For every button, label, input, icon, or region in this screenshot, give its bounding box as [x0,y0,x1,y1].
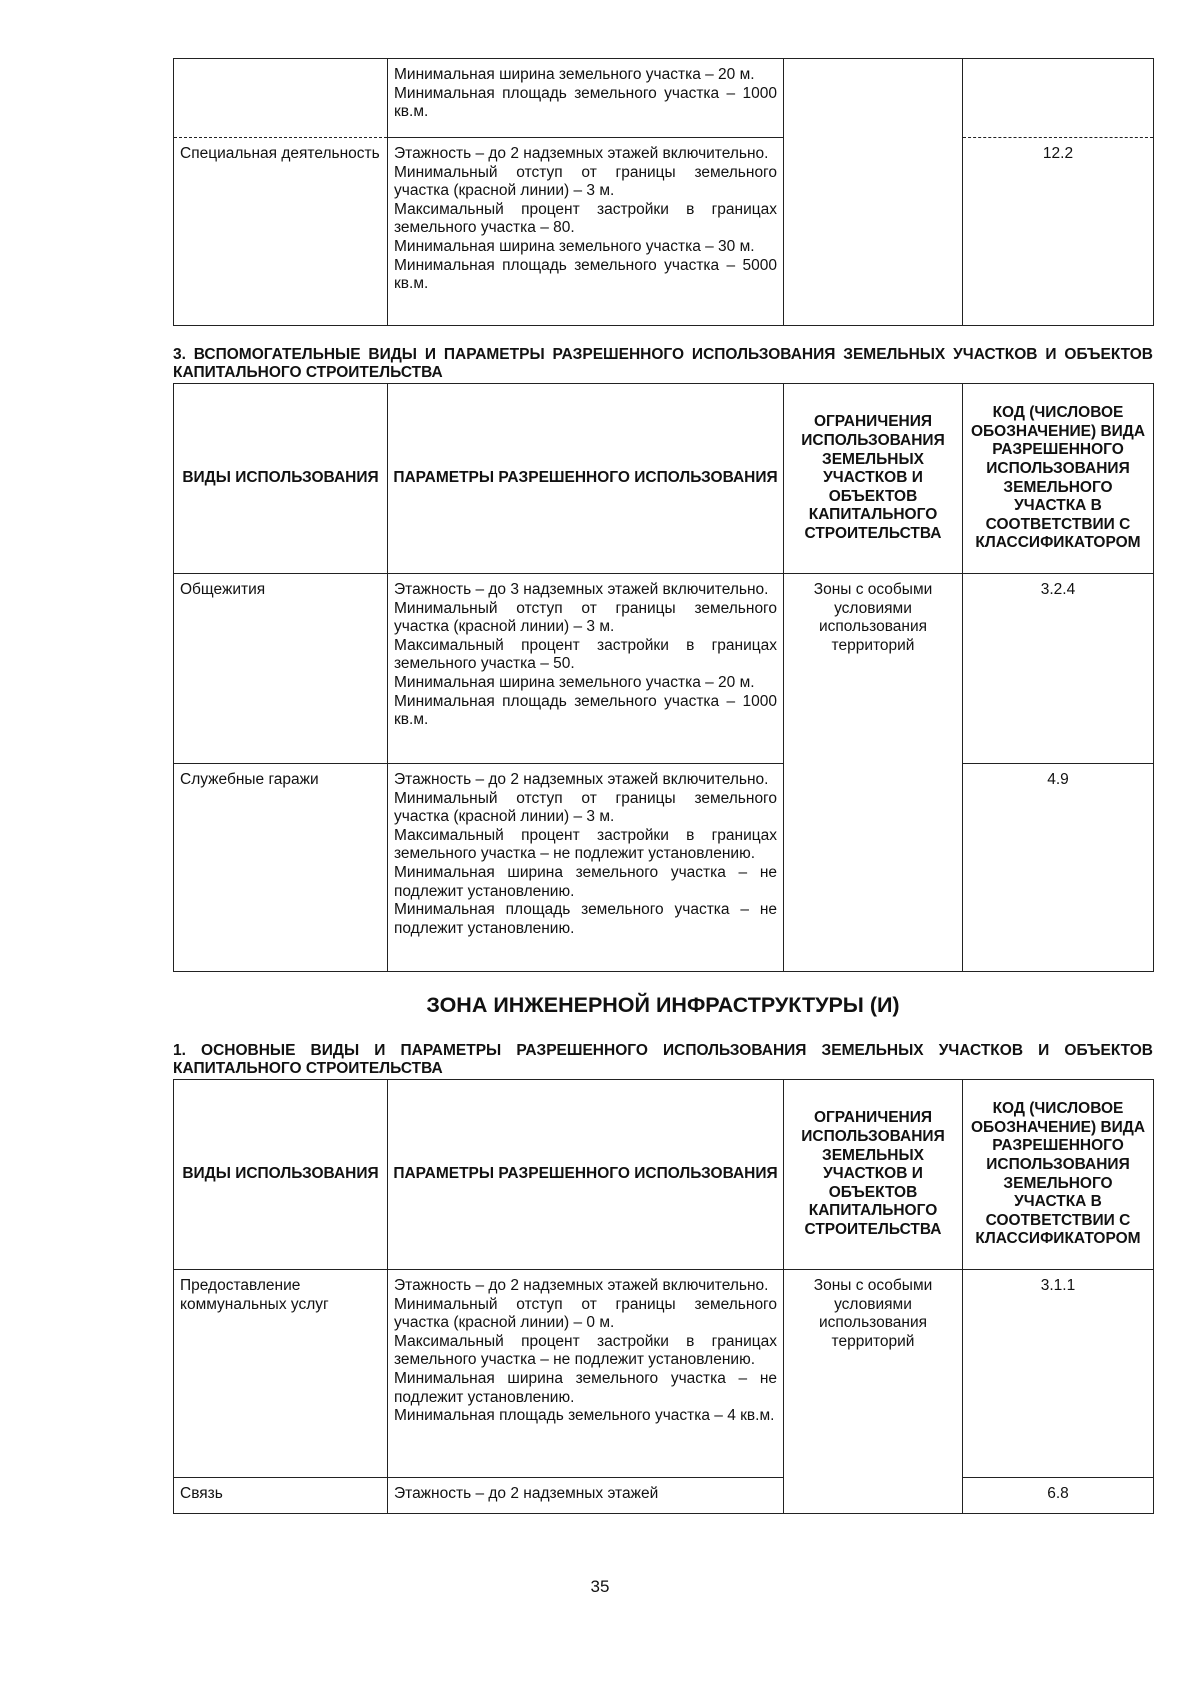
param-line: Минимальная площадь земельного участка – 1000 кв.м. [394,692,777,729]
params-cell [388,1270,784,1478]
header-params: ПАРАМЕТРЫ РАЗРЕШЕННОГО ИСПОЛЬЗОВАНИЯ [388,1080,784,1270]
header-limits: ОГРАНИЧЕНИЯ ИСПОЛЬЗОВАНИЯ ЗЕМЕЛЬНЫХ УЧАСТКОВ И ОБЪЕКТОВ КАПИТАЛЬНОГО СТРОИТЕЛЬСТВА [784,1080,963,1270]
header-code: КОД (ЧИСЛОВОЕ ОБОЗНАЧЕНИЕ) ВИДА РАЗРЕШЕННОГО ИСПОЛЬЗОВАНИЯ ЗЕМЕЛЬНОГО УЧАСТКА В СООТВЕТСТВИИ С КЛАССИФИКАТОРОМ [963,1080,1154,1270]
table-continuation [173,58,1154,326]
limits-cell [784,59,963,326]
table-row [174,764,1154,972]
params-cell [388,138,784,326]
header-limits: ОГРАНИЧЕНИЯ ИСПОЛЬЗОВАНИЯ ЗЕМЕЛЬНЫХ УЧАСТКОВ И ОБЪЕКТОВ КАПИТАЛЬНОГО СТРОИТЕЛЬСТВА [784,384,963,574]
header-params: ПАРАМЕТРЫ РАЗРЕШЕННОГО ИСПОЛЬЗОВАНИЯ [388,384,784,574]
params-cell [388,574,784,764]
param-line: Минимальный отступ от границы земельного участка (красной линии) – 3 м. [394,163,777,200]
params-cell [388,1478,784,1514]
param-line: Максимальный процент застройки в границах земельного участка – не подлежит установлению. [394,826,777,863]
table-row [174,574,1154,764]
param-line: Минимальная ширина земельного участка – 20 м. [394,66,755,83]
param-line: Максимальный процент застройки в границах земельного участка – 50. [394,636,777,673]
param-line: Этажность – до 3 надземных этажей включительно. [394,581,769,598]
code-cell: 3.1.1 [963,1270,1154,1478]
param-line: Этажность – до 2 надземных этажей включительно. [394,145,769,162]
param-line: Этажность – до 2 надземных этажей включительно. [394,1277,769,1294]
section-heading: 3. ВСПОМОГАТЕЛЬНЫЕ ВИДЫ И ПАРАМЕТРЫ РАЗРЕШЕННОГО ИСПОЛЬЗОВАНИЯ ЗЕМЕЛЬНЫХ УЧАСТКОВ И ОБЪЕКТОВ КАПИТАЛЬНОГО СТРОИТЕЛЬСТВА [173,346,1153,381]
params-cell [388,59,784,138]
table-header-row [174,384,1154,574]
param-line: Максимальный процент застройки в границах земельного участка – не подлежит установлению. [394,1332,777,1369]
code-cell: 6.8 [963,1478,1154,1514]
params-cell [388,764,784,972]
kind-cell [174,59,388,138]
header-kind: ВИДЫ ИСПОЛЬЗОВАНИЯ [174,1080,388,1270]
param-line: Минимальная площадь земельного участка – 5000 кв.м. [394,256,777,293]
code-cell: 12.2 [963,138,1154,326]
table-row [174,59,1154,138]
kind-cell: Общежития [174,574,388,764]
kind-cell: Связь [174,1478,388,1514]
param-line: Минимальная площадь земельного участка – 1000 кв.м. [394,84,777,121]
param-line: Минимальная ширина земельного участка – 30 м. [394,237,755,255]
table-row [174,1478,1154,1514]
kind-cell: Специальная деятельность [174,138,388,326]
page-number: 35 [590,1577,610,1596]
code-cell: 3.2.4 [963,574,1154,764]
zone-title: ЗОНА ИНЖЕНЕРНОЙ ИНФРАСТРУКТУРЫ (И) [426,993,900,1017]
table-main-uses [173,1079,1154,1514]
code-cell: 4.9 [963,764,1154,972]
param-line: Минимальная ширина земельного участка – 20 м. [394,673,755,691]
limits-cell: Зоны с особыми условиями использования территорий [784,1270,963,1514]
table-row [174,1270,1154,1478]
limits-cell: Зоны с особыми условиями использования территорий [784,574,963,972]
header-code: КОД (ЧИСЛОВОЕ ОБОЗНАЧЕНИЕ) ВИДА РАЗРЕШЕННОГО ИСПОЛЬЗОВАНИЯ ЗЕМЕЛЬНОГО УЧАСТКА В СООТВЕТСТВИИ С КЛАССИФИКАТОРОМ [963,384,1154,574]
param-line: Минимальная площадь земельного участка – не подлежит установлению. [394,901,777,937]
param-line: Минимальная ширина земельного участка – не подлежит установлению. [394,1369,777,1406]
param-line: Минимальная площадь земельного участка – 4 кв.м. [394,1407,775,1425]
table-row [174,138,1154,326]
param-line: Максимальный процент застройки в границах земельного участка – 80. [394,200,777,237]
section-heading: 1. ОСНОВНЫЕ ВИДЫ И ПАРАМЕТРЫ РАЗРЕШЕННОГО ИСПОЛЬЗОВАНИЯ ЗЕМЕЛЬНЫХ УЧАСТКОВ И ОБЪЕКТОВ КАПИТАЛЬНОГО СТРОИТЕЛЬСТВА [173,1042,1153,1077]
param-line: Минимальный отступ от границы земельного участка (красной линии) – 3 м. [394,599,777,636]
code-cell [963,59,1154,138]
table-auxiliary-uses [173,383,1154,972]
header-kind: ВИДЫ ИСПОЛЬЗОВАНИЯ [174,384,388,574]
param-line: Этажность – до 2 надземных этажей [394,1485,659,1502]
param-line: Минимальная ширина земельного участка – не подлежит установлению. [394,863,777,900]
param-line: Этажность – до 2 надземных этажей включительно. [394,771,769,788]
kind-cell: Служебные гаражи [174,764,388,972]
param-line: Минимальный отступ от границы земельного участка (красной линии) – 0 м. [394,1295,777,1332]
param-line: Минимальный отступ от границы земельного участка (красной линии) – 3 м. [394,789,777,826]
table-header-row [174,1080,1154,1270]
kind-cell: Предоставление коммунальных услуг [174,1270,388,1478]
